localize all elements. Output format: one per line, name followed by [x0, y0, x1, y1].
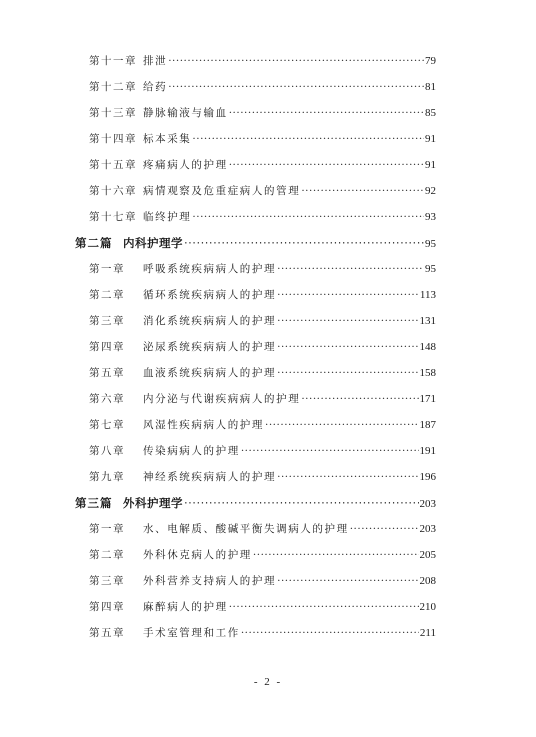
dot-leader — [277, 286, 419, 304]
chapter-label: 第五章 — [89, 367, 125, 379]
page-number: 92 — [425, 185, 436, 197]
chapter-label: 第十七章 — [89, 211, 137, 223]
dot-leader — [168, 52, 424, 70]
chapter-label: 第五章 — [89, 627, 125, 639]
dot-leader — [277, 260, 424, 278]
dot-leader — [277, 364, 418, 382]
chapter-title: 麻醉病人的护理 — [143, 601, 228, 613]
toc-part-heading — [75, 494, 436, 512]
toc-entry — [89, 208, 436, 226]
toc-entry — [89, 130, 436, 148]
page-number: 208 — [419, 575, 436, 587]
toc-entry — [89, 624, 436, 642]
toc-entry — [89, 520, 436, 538]
toc-entry — [89, 598, 436, 616]
chapter-title: 传染病病人的护理 — [143, 445, 240, 457]
dot-leader — [184, 494, 419, 512]
toc-entry — [89, 156, 436, 174]
toc-entry — [89, 104, 436, 122]
part-title: 内科护理学 — [123, 236, 183, 250]
chapter-title: 手术室管理和工作 — [143, 627, 240, 639]
chapter-title: 外科休克病人的护理 — [143, 549, 252, 561]
toc-entry — [89, 312, 436, 330]
part-title: 外科护理学 — [123, 496, 183, 510]
page-number: 171 — [419, 393, 436, 405]
chapter-title: 外科营养支持病人的护理 — [143, 575, 277, 587]
chapter-title: 临终护理 — [143, 211, 192, 223]
page-number: 148 — [419, 341, 436, 353]
toc-entry — [89, 546, 436, 564]
chapter-label: 第十六章 — [89, 185, 137, 197]
chapter-title: 神经系统疾病病人的护理 — [143, 471, 277, 483]
chapter-label: 第十二章 — [89, 81, 137, 93]
page-number: 85 — [425, 107, 436, 119]
dot-leader — [301, 182, 424, 200]
page-number: 210 — [419, 601, 436, 613]
chapter-label: 第八章 — [89, 445, 125, 457]
page-number: 81 — [425, 81, 436, 93]
page-number: 131 — [419, 315, 436, 327]
dot-leader — [229, 104, 424, 122]
page-number: 187 — [419, 419, 436, 431]
chapter-title: 水、电解质、酸碱平衡失调病人的护理 — [143, 523, 349, 535]
toc-part-heading — [75, 234, 436, 252]
chapter-label: 第四章 — [89, 341, 125, 353]
page-number: 91 — [425, 159, 436, 171]
page-number: 91 — [425, 133, 436, 145]
chapter-label: 第一章 — [89, 523, 125, 535]
chapter-label: 第九章 — [89, 471, 125, 483]
toc-entry — [89, 260, 436, 278]
chapter-label: 第二章 — [89, 289, 125, 301]
page-number: 196 — [419, 471, 436, 483]
chapter-label: 第三章 — [89, 575, 125, 587]
page-number: 93 — [425, 211, 436, 223]
dot-leader — [241, 624, 419, 642]
dot-leader — [229, 598, 419, 616]
page-number: 203 — [419, 523, 436, 535]
dot-leader — [277, 572, 418, 590]
chapter-title: 静脉输液与输血 — [143, 107, 228, 119]
page-number: 211 — [419, 627, 436, 639]
toc-entry — [89, 286, 436, 304]
part-label: 第三篇 — [75, 496, 113, 510]
chapter-label: 第十三章 — [89, 107, 137, 119]
chapter-title: 病情观察及危重症病人的管理 — [143, 185, 301, 197]
chapter-label: 第六章 — [89, 393, 125, 405]
chapter-title: 循环系统疾病病人的护理 — [143, 289, 277, 301]
toc-entry — [89, 572, 436, 590]
page-number: 205 — [419, 549, 436, 561]
page-number: 95 — [425, 238, 436, 250]
page-number: 95 — [425, 263, 436, 275]
chapter-label: 第二章 — [89, 549, 125, 561]
chapter-title: 血液系统疾病病人的护理 — [143, 367, 277, 379]
dot-leader — [168, 78, 424, 96]
dot-leader — [277, 338, 418, 356]
chapter-title: 给药 — [143, 81, 168, 93]
dot-leader — [277, 468, 418, 486]
chapter-label: 第十五章 — [89, 159, 137, 171]
toc-entry — [89, 442, 436, 460]
part-label: 第二篇 — [75, 236, 113, 250]
dot-leader — [229, 156, 424, 174]
page-number: 79 — [425, 55, 436, 67]
dot-leader — [192, 130, 424, 148]
toc-entry — [89, 390, 436, 408]
page-number: 113 — [419, 289, 436, 301]
toc-entry — [89, 416, 436, 434]
chapter-label: 第一章 — [89, 263, 125, 275]
chapter-title: 泌尿系统疾病病人的护理 — [143, 341, 277, 353]
page-number: 203 — [419, 498, 436, 510]
dot-leader — [350, 520, 419, 538]
chapter-label: 第三章 — [89, 315, 125, 327]
dot-leader — [184, 234, 424, 252]
dot-leader — [301, 390, 418, 408]
page-number: 191 — [419, 445, 436, 457]
chapter-title: 消化系统疾病病人的护理 — [143, 315, 277, 327]
page-footer-number: - 2 - — [253, 676, 283, 688]
toc-entry — [89, 468, 436, 486]
chapter-label: 第十四章 — [89, 133, 137, 145]
toc-entry — [89, 364, 436, 382]
dot-leader — [192, 208, 424, 226]
chapter-title: 风湿性疾病病人的护理 — [143, 419, 264, 431]
chapter-title: 呼吸系统疾病病人的护理 — [143, 263, 277, 275]
dot-leader — [253, 546, 419, 564]
toc-entry — [89, 182, 436, 200]
chapter-label: 第七章 — [89, 419, 125, 431]
dot-leader — [277, 312, 418, 330]
chapter-title: 标本采集 — [143, 133, 192, 145]
dot-leader — [241, 442, 419, 460]
chapter-title: 疼痛病人的护理 — [143, 159, 228, 171]
chapter-title: 内分泌与代谢疾病病人的护理 — [143, 393, 301, 405]
page-number: 158 — [419, 367, 436, 379]
toc-entry — [89, 78, 436, 96]
chapter-label: 第四章 — [89, 601, 125, 613]
chapter-title: 排泄 — [143, 55, 168, 67]
toc-entry — [89, 52, 436, 70]
toc-entry — [89, 338, 436, 356]
chapter-label: 第十一章 — [89, 55, 137, 67]
dot-leader — [265, 416, 419, 434]
